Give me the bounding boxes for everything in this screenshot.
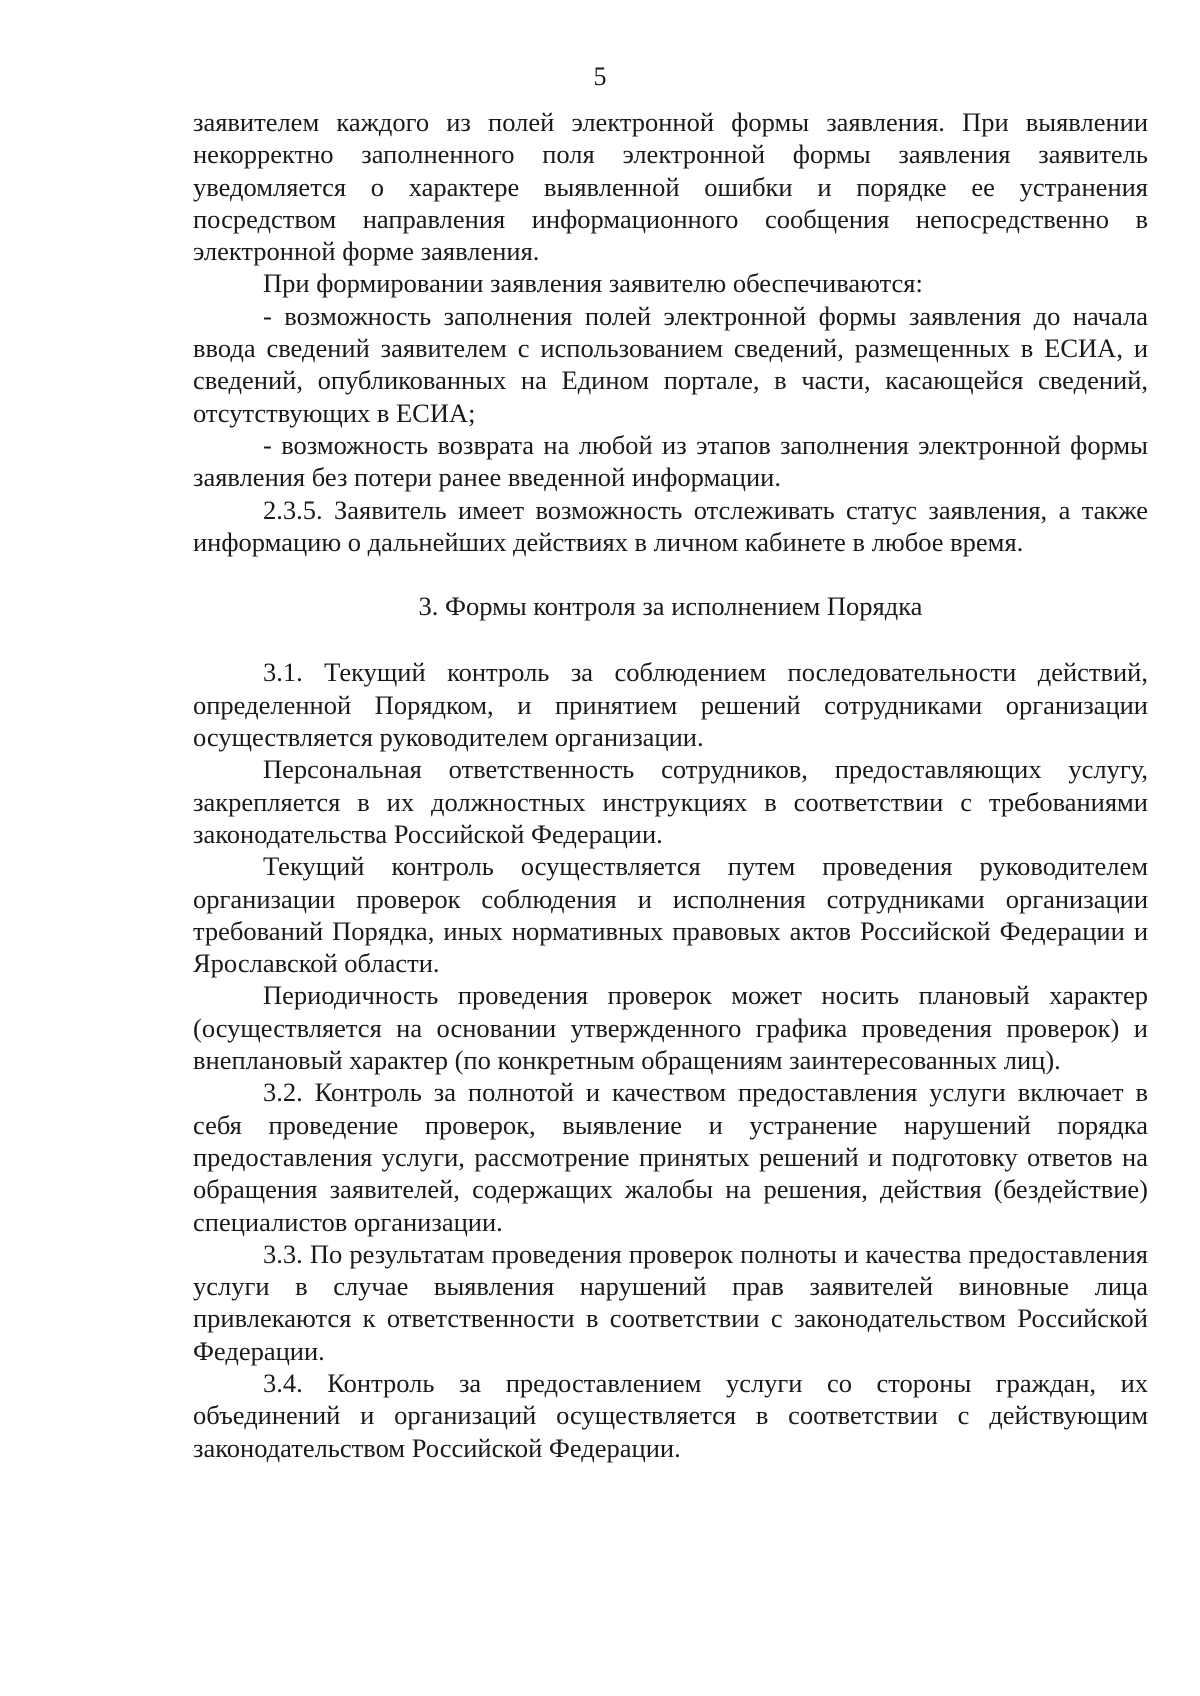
- page-number: 5: [593, 62, 607, 91]
- paragraph-continuation: заявителем каждого из полей электронной формы заявления. При выявлении некорректно заполненного поля электронной формы заявления заявитель уведомляется о характере выявленной ошибки и порядке ее устранения посредством направления информационного сообщения непосредственно в электронной форме заявления.: [193, 107, 1148, 267]
- list-item: - возможность заполнения полей электронной формы заявления до начала ввода сведений заявителем с использованием сведений, размещенных в ЕСИА, и сведений, опубликованных на Едином портале, в части, касающейся сведений, отсутствующих в ЕСИА;: [193, 300, 1148, 428]
- paragraph-clause: 3.1. Текущий контроль за соблюдением последовательности действий, определенной Порядком, и принятием решений сотрудниками организации осуществляется руководителем организации.: [193, 657, 1148, 753]
- paragraph-clause: 3.2. Контроль за полнотой и качеством предоставления услуги включает в себя проведение проверок, выявление и устранение нарушений порядка предоставления услуги, рассмотрение принятых решений и подготовку ответов на обращения заявителей, содержащих жалобы на решения, действия (бездействие) специалистов организации.: [193, 1077, 1148, 1237]
- paragraph-clause: 2.3.5. Заявитель имеет возможность отслеживать статус заявления, а также информацию о дальнейших действиях в личном кабинете в любое время.: [193, 494, 1148, 557]
- paragraph: Текущий контроль осуществляется путем проведения руководителем организации проверок соблюдения и исполнения сотрудниками организации требований Порядка, иных нормативных правовых актов Российской Федерации и Ярославской области.: [193, 851, 1148, 979]
- paragraph: Персональная ответственность сотрудников, предоставляющих услугу, закрепляется в их должностных инструкциях в соответствии с требованиями законодательства Российской Федерации.: [193, 754, 1148, 849]
- section-heading: 3. Формы контроля за исполнением Порядка: [418, 591, 923, 622]
- paragraph-clause: 3.4. Контроль за предоставлением услуги со стороны граждан, их объединений и организаций осуществляется в соответствии с действующим законодательством Российской Федерации.: [193, 1367, 1148, 1463]
- list-item: - возможность возврата на любой из этапов заполнения электронной формы заявления без потери ранее введенной информации.: [193, 429, 1148, 493]
- paragraph-clause: 3.3. По результатам проведения проверок полноты и качества предоставления услуги в случае выявления нарушений прав заявителей виновные лица привлекаются к ответственности в соответствии с законодательством Российской Федерации.: [193, 1238, 1148, 1366]
- paragraph: При формировании заявления заявителю обеспечиваются:: [263, 268, 923, 299]
- document-body: [193, 106, 1148, 1464]
- paragraph: Периодичность проведения проверок может носить плановый характер (осуществляется на основании утвержденного графика проведения проверок) и внеплановый характер (по конкретным обращениям заинтересованных лиц).: [193, 980, 1148, 1076]
